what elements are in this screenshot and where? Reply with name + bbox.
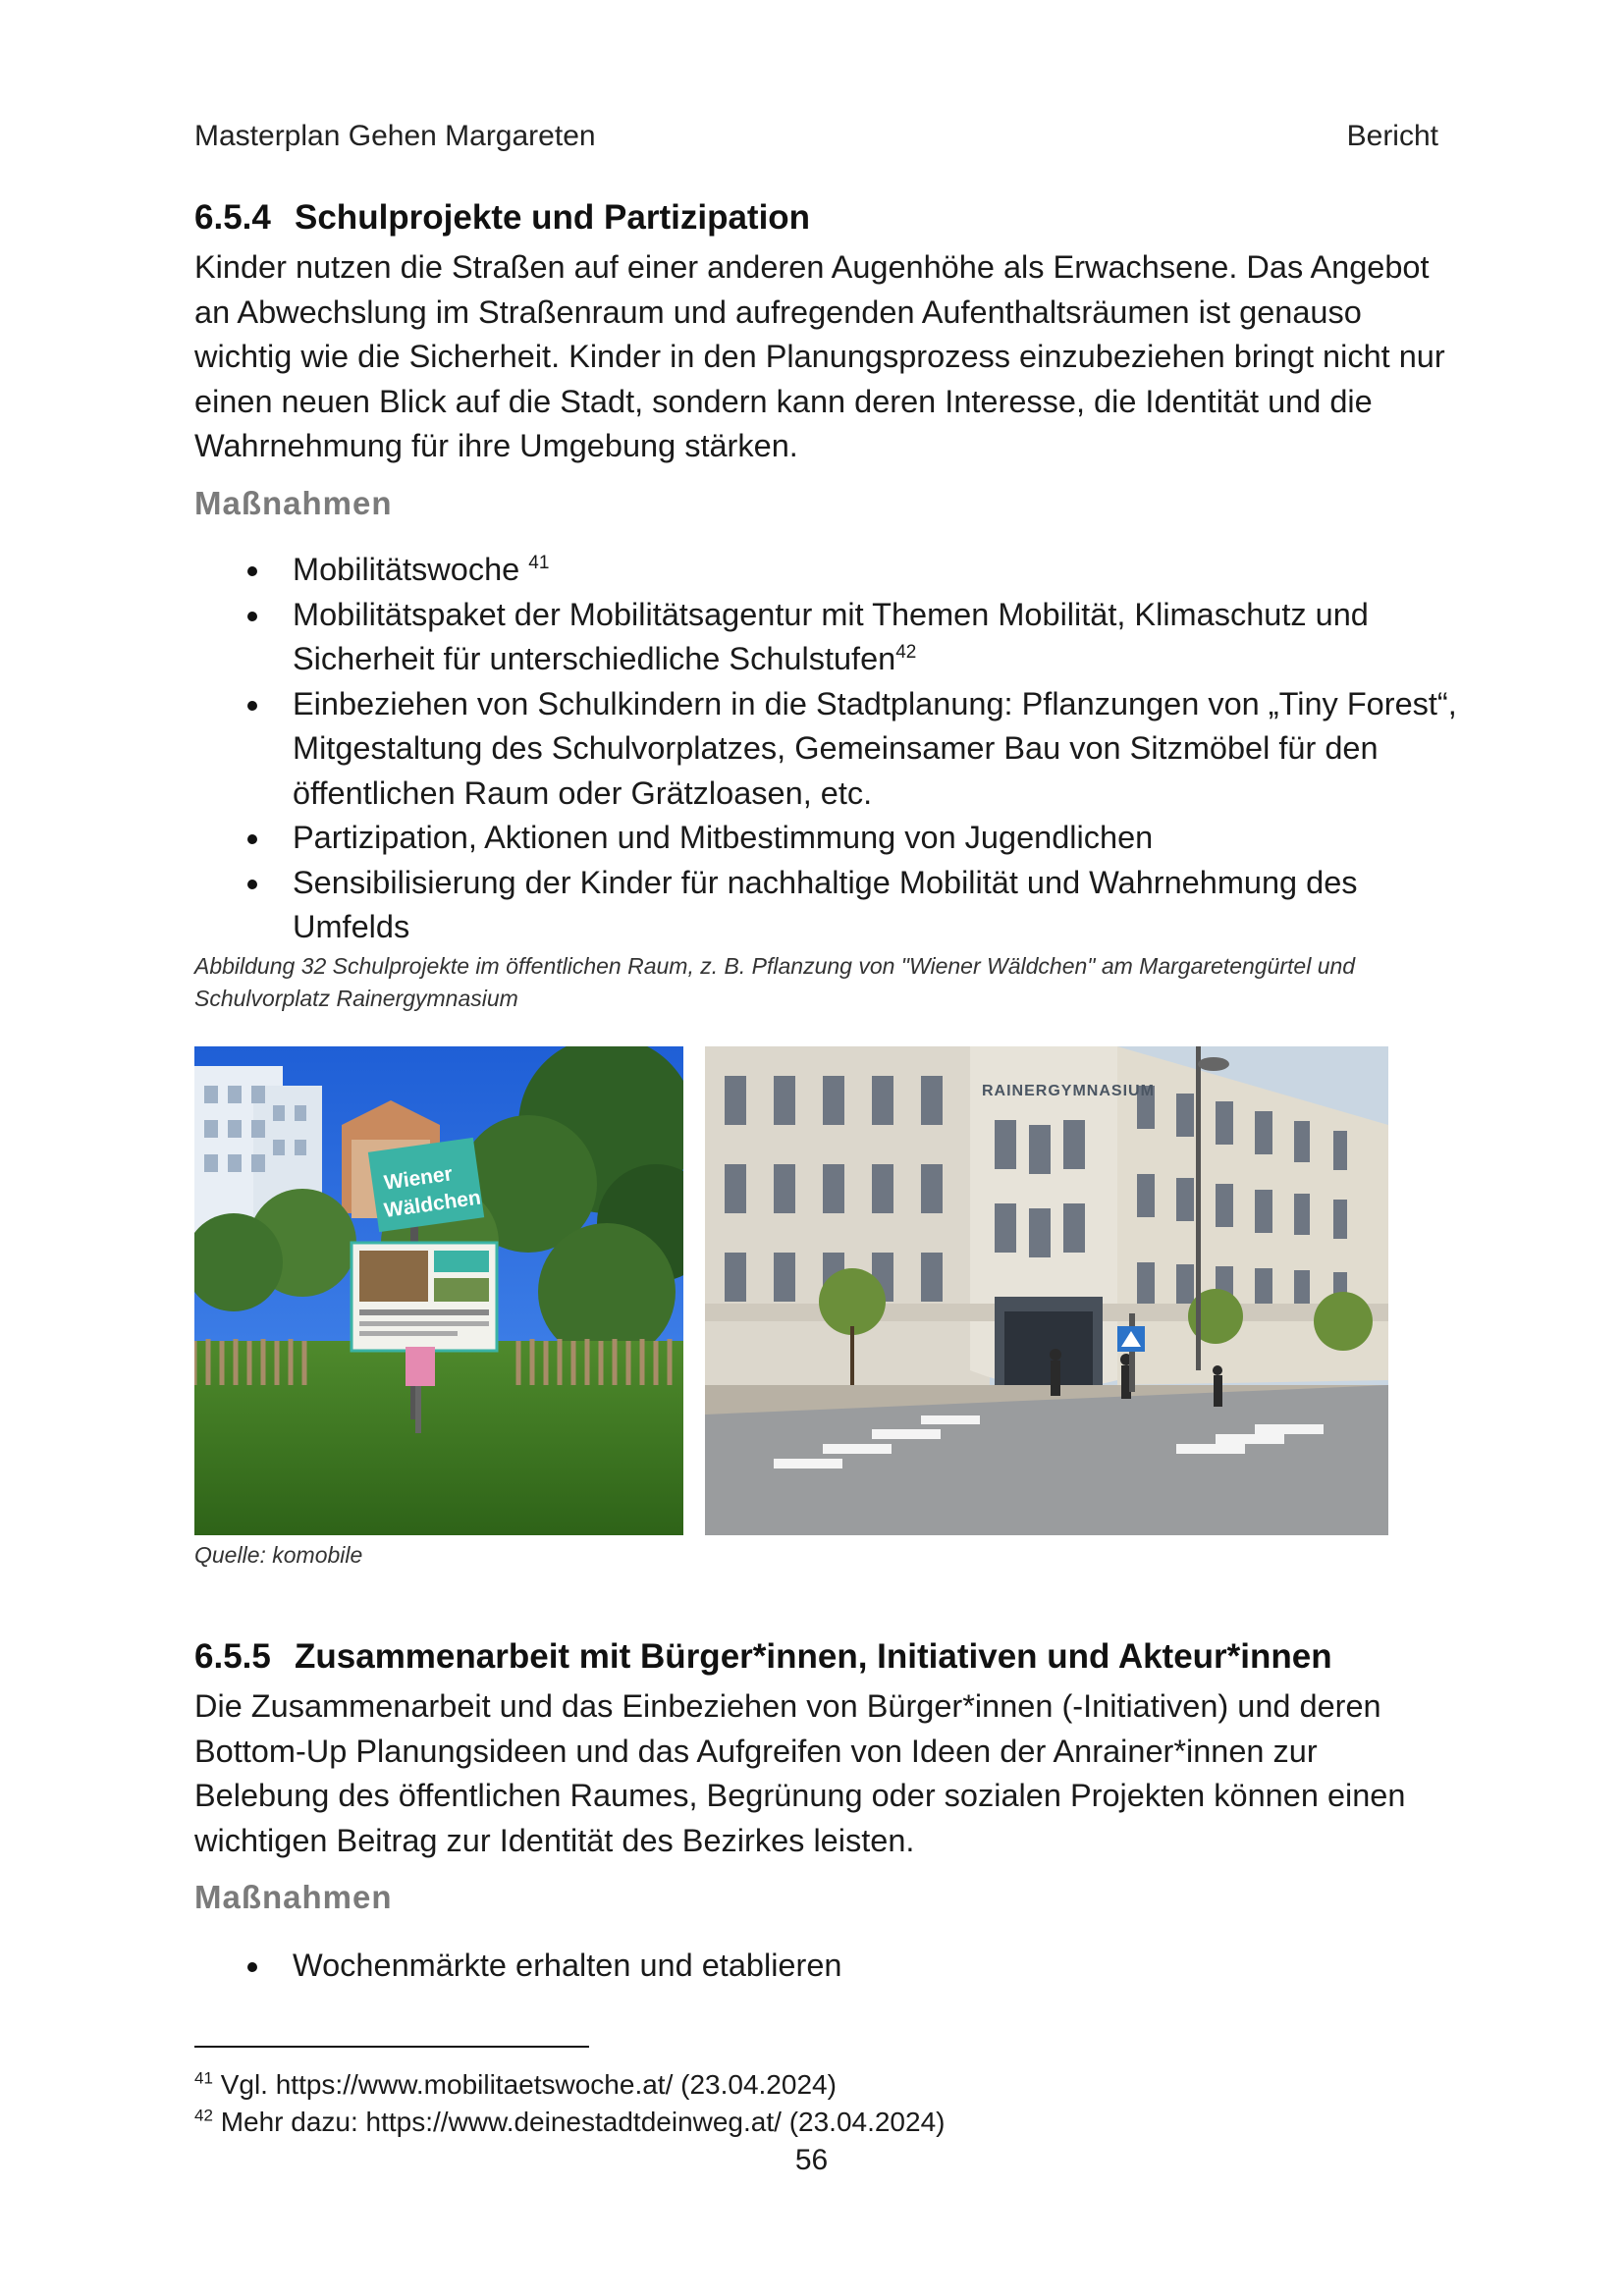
measures-list	[194, 1944, 1471, 1989]
section-title: Zusammenarbeit mit Bürger*innen, Initiativen und Akteur*innen	[295, 1637, 1332, 1676]
measures-heading: Maßnahmen	[194, 1879, 393, 1915]
measures-heading: Maßnahmen	[194, 485, 393, 521]
sign-text-line1: Wiener	[382, 1162, 455, 1195]
bullet-icon	[247, 701, 257, 711]
section-heading-654	[194, 198, 810, 238]
bullet-icon	[247, 834, 257, 844]
footnote-divider	[194, 2046, 589, 2048]
footnote-42	[194, 2107, 945, 2138]
list-item: Wochenmärkte erhalten und etablieren	[194, 1944, 1471, 1989]
section-paragraph: Kinder nutzen die Straßen auf einer anderen Augenhöhe als Erwachsene. Das Angebot an Abwechslung im Straßenraum und aufregenden Aufenthaltsräumen ist genauso wichtig wie die Sicherheit. Kinder in den Planungsprozess einzubeziehen bringt nicht nur einen neuen Blick auf die Stadt, sondern kann deren Interesse, die Identität und die Wahrnehmung für ihre Umgebung stärken.	[194, 249, 1445, 463]
footnote-number: 41	[194, 2068, 213, 2088]
footnote-ref[interactable]: 42	[895, 642, 917, 664]
figure-caption: Abbildung 32 Schulprojekte im öffentlichen Raum, z. B. Pflanzung von "Wiener Wäldchen" am Margaretengürtel und Schulvorplatz Rainergymnasium	[194, 953, 1356, 1011]
photo-rainergymnasium	[705, 1046, 1388, 1535]
photo-wiener-waeldchen	[194, 1046, 683, 1535]
list-item: Einbeziehen von Schulkindern in die Stadtplanung: Pflanzungen von „Tiny Forest“, Mitgestaltung des Schulvorplatzes, Gemeinsamer Bau von Sitzmöbel für den öffentlichen Raum oder Grätzloasen, etc.	[194, 682, 1471, 817]
list-item: Mobilitätspaket der Mobilitätsagentur mit Themen Mobilität, Klimaschutz und Sicherheit für unterschiedliche Schulstufen$^{42}$	[194, 593, 1471, 682]
section-number: 6.5.5	[194, 1637, 271, 1676]
page-number: 56	[794, 2144, 829, 2176]
bullet-icon	[247, 566, 257, 576]
list-item: Mobilitätswoche $^{41}$	[194, 548, 1471, 593]
section-paragraph: Die Zusammenarbeit und das Einbeziehen von Bürger*innen (-Initiativen) und deren Bottom-Up Planungsideen und das Aufgreifen von Ideen der Anrainer*innen zur Belebung des öffentlichen Raumes, Begrünung oder sozialen Projekten können einen wichtigen Beitrag zur Identität des Bezirkes leisten.	[194, 1688, 1406, 1858]
section-heading-655	[194, 1637, 1332, 1677]
footnote-41	[194, 2069, 837, 2101]
page-header	[194, 120, 1438, 153]
bullet-icon	[247, 612, 257, 621]
list-item: Partizipation, Aktionen und Mitbestimmung von Jugendlichen	[194, 816, 1471, 861]
header-title: Masterplan Gehen Margareten	[194, 120, 596, 152]
footnote-text[interactable]: Vgl. https://www.mobilitaetswoche.at/ (23.04.2024)	[212, 2069, 837, 2100]
footnote-text[interactable]: Mehr dazu: https://www.deinestadtdeinweg.at/ (23.04.2024)	[212, 2107, 946, 2137]
footnote-number: 42	[194, 2106, 213, 2125]
bullet-icon	[247, 880, 257, 889]
measures-list	[194, 548, 1471, 950]
building-sign-text: RAINERGYMNASIUM	[982, 1083, 1155, 1099]
sign-text-line2: Wäldchen	[382, 1186, 483, 1223]
figure-source: Quelle: komobile	[194, 1542, 363, 1568]
section-number: 6.5.4	[194, 198, 271, 237]
bullet-icon	[247, 1962, 257, 1972]
header-section: Bericht	[1346, 120, 1438, 152]
footnote-ref[interactable]: 41	[528, 553, 550, 574]
section-title: Schulprojekte und Partizipation	[295, 198, 811, 237]
list-item: Sensibilisierung der Kinder für nachhaltige Mobilität und Wahrnehmung des Umfelds	[194, 861, 1471, 950]
